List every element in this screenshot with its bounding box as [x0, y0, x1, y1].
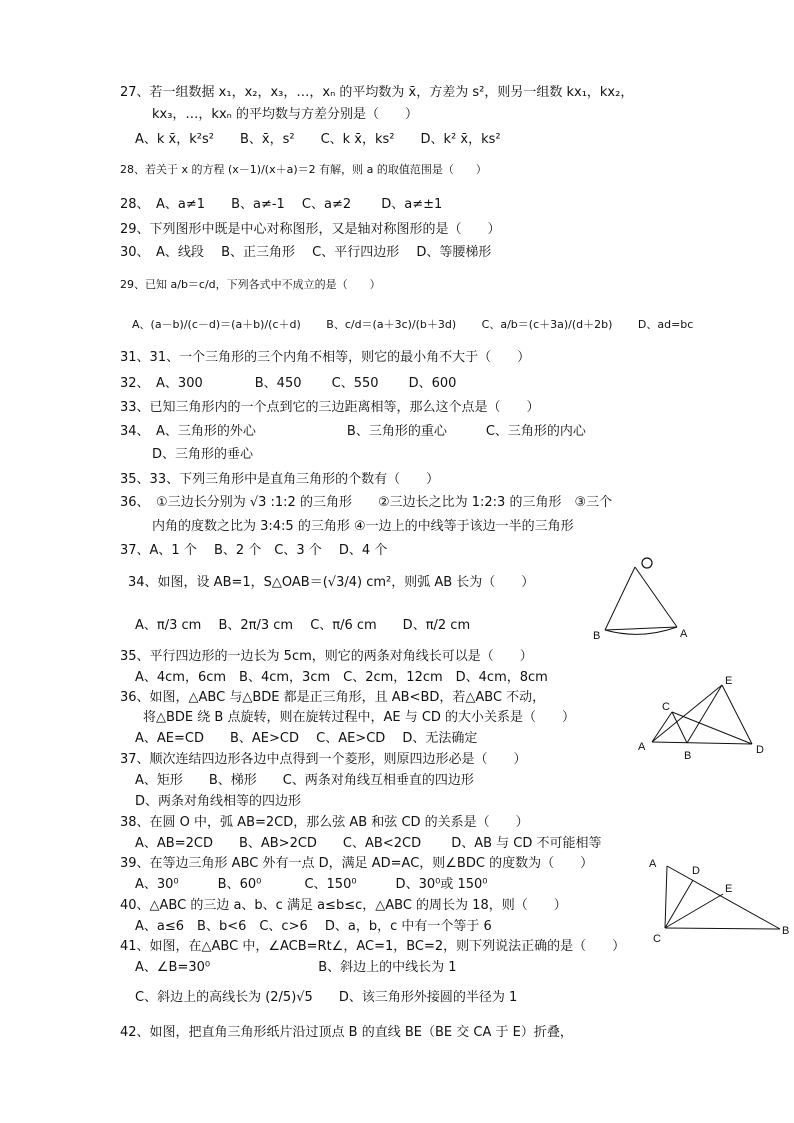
segment-be	[687, 685, 722, 743]
q28-options: 28、 A、a≠1 B、a≠-1 C、a≠2 D、a≠±1	[120, 197, 443, 212]
label-d: D	[756, 744, 764, 756]
q40-stem: 40、△ABC 的三边 a、b、c 满足 a≤b≤c，△ABC 的周长为 18，则（ ）	[120, 898, 567, 913]
segment-dc	[665, 880, 693, 928]
q36-stem-line1: 36、如图，△ABC 与△BDE 都是正三角形，且 AB<BD，若△ABC 不动，	[120, 690, 546, 705]
segment-ac	[652, 712, 672, 742]
q34-stem: 34、如图，设 AB=1，S△OAB＝(√3/4) cm²，则弧 AB 长为（ ）	[128, 575, 535, 590]
segment-cb	[665, 928, 780, 929]
q42-stem: 42、如图，把直角三角形纸片沿过顶点 B 的直线 BE（BE 交 CA 于 E）折叠，	[120, 1025, 573, 1040]
q41-stem: 41、如图，在△ABC 中，∠ACB=Rt∠，AC=1，BC=2，则下列说法正确的是（ ）	[120, 939, 626, 954]
q27-stem-line2: kx₃，…，kxₙ 的平均数与方差分别是（ ）	[152, 107, 418, 122]
label-a: A	[649, 858, 657, 870]
segment-cd	[672, 712, 752, 744]
q29-options: 30、 A、线段 B、正三角形 C、平行四边形 D、等腰梯形	[120, 245, 492, 260]
label-a: A	[680, 628, 688, 640]
q37-options-line1: A、矩形 B、梯形 C、两条对角线互相垂直的四边形	[135, 773, 474, 788]
q33-options: 34、 A、三角形的外心 B、三角形的重心 C、三角形的内心	[120, 424, 586, 439]
line-ad	[652, 742, 752, 744]
label-c: C	[653, 933, 661, 945]
q28-stem: 28、若关于 x 的方程 (x－1)/(x＋a)＝2 有解，则 a 的取值范围是（ ）	[120, 163, 487, 176]
q29b-options: A、(a－b)/(c－d)＝(a＋b)/(c＋d) B、c/d＝(a＋3c)/(b＋3d) C、a/b＝(c＋3a)/(d＋2b) D、ad=bc	[132, 318, 694, 331]
q31-stem: 31、31、一个三角形的三个内角不相等，则它的最小角不大于（ ）	[120, 350, 531, 365]
q31-options: 32、 A、300 B、450 C、550 D、600	[120, 376, 457, 391]
segment-ac	[665, 866, 667, 928]
q36-options: A、AE=CD B、AE>CD C、AE>CD D、无法确定	[135, 731, 478, 746]
q33-stem: 33、已知三角形内的一个点到它的三边距离相等，那么这个点是（ ）	[120, 400, 540, 415]
q37-stem: 37、顺次连结四边形各边中点得到一个菱形，则原四边形必是（ ）	[120, 752, 527, 767]
q35-items-line2: 内角的度数之比为 3:4:5 的三角形 ④一边上的中线等于该边一半的三角形	[152, 519, 574, 534]
segment-ce	[665, 894, 723, 928]
q35-stem: 35、33、下列三角形中是直角三角形的个数有（ ）	[120, 472, 440, 487]
q33-option-d: D、三角形的垂心	[152, 447, 254, 462]
segment-ae	[652, 685, 722, 742]
label-b: B	[593, 630, 601, 642]
q29-stem: 29、下列图形中既是中心对称图形，又是轴对称图形的是（ ）	[120, 222, 501, 237]
segment-ob	[605, 567, 635, 630]
segment-oa	[635, 567, 677, 627]
segment-ab	[667, 866, 780, 929]
q27-stem-line1: 27、若一组数据 x₁，x₂，x₃，…，xₙ 的平均数为 x̄，方差为 s²，则另一组数 kx₁，kx₂，	[120, 85, 634, 100]
q40-options: A、a≤6 B、b<6 C、c>6 D、a，b，c 中有一个等于 6	[135, 919, 492, 934]
label-d: D	[692, 865, 700, 877]
q35b-stem: 35、平行四边形的一边长为 5cm，则它的两条对角线长可以是（ ）	[120, 649, 533, 664]
q29b-stem: 29、已知 a/b＝c/d，下列各式中不成立的是（ ）	[120, 278, 381, 291]
label-e: E	[725, 883, 733, 895]
label-a: A	[638, 741, 646, 753]
segment-ed	[722, 685, 752, 744]
label-b: B	[684, 750, 692, 762]
label-e: E	[725, 675, 733, 687]
label-c: C	[662, 701, 670, 713]
figure-triangles-abc-bde	[632, 670, 772, 765]
figure-sector-oab	[585, 555, 700, 645]
q36-stem-line2: 将△BDE 绕 B 点旋转，则在旋转过程中，AE 与 CD 的大小关系是（ ）	[143, 710, 576, 725]
q35-options: 37、A、1 个 B、2 个 C、3 个 D、4 个	[120, 543, 388, 558]
q38-options: A、AB=2CD B、AB>2CD C、AB<2CD D、AB 与 CD 不可能相等	[135, 836, 602, 851]
q35-items-line1: 36、 ①三边长分别为 √3 :1:2 的三角形 ②三边长之比为 1:2:3 的三角形 ③三个	[120, 495, 613, 510]
q41-options-line1: A、∠B=30⁰ B、斜边上的中线长为 1	[135, 960, 457, 975]
q37-option-d: D、两条对角线相等的四边形	[135, 794, 302, 809]
figure-right-triangle-fold	[645, 852, 794, 947]
label-b: B	[782, 925, 790, 937]
q35b-options: A、4cm，6cm B、4cm，3cm C、2cm，12cm D、4cm，8cm	[135, 670, 548, 685]
q34-options: A、π/3 cm B、2π/3 cm C、π/6 cm D、π/2 cm	[135, 618, 471, 633]
q38-stem: 38、在圆 O 中，弧 AB=2CD，那么弦 AB 和弦 CD 的关系是（ ）	[120, 815, 529, 830]
q27-options: A、k x̄，k²s² B、x̄，s² C、k x̄，ks² D、k² x̄，ks²	[135, 132, 501, 147]
chord-ab	[605, 627, 677, 630]
q39-options: A、30⁰ B、60⁰ C、150⁰ D、30⁰或 150⁰	[135, 877, 488, 892]
q39-stem: 39、在等边三角形 ABC 外有一点 D，满足 AD=AC，则∠BDC 的度数为（ ）	[120, 856, 594, 871]
q41-options-line2: C、斜边上的高线长为 (2/5)√5 D、该三角形外接圆的半径为 1	[135, 990, 518, 1005]
point-o-marker	[642, 558, 652, 568]
